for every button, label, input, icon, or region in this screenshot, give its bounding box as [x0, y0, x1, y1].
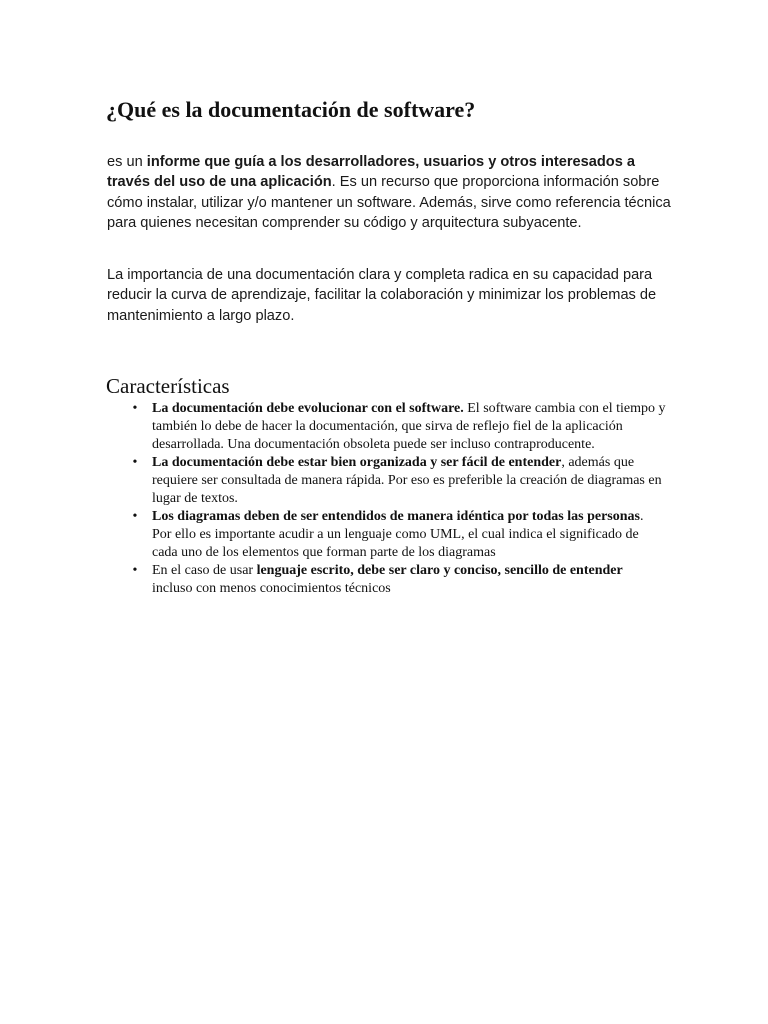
- list-item: [106, 454, 666, 508]
- importance-paragraph: La importancia de una documentación clara y completa radica en su capacidad para reducir la curva de aprendizaje, facilitar la colaboración y minimizar los problemas de mantenimiento a largo plazo.: [107, 267, 657, 324]
- section-heading: Características: [106, 374, 230, 398]
- list-item: [106, 508, 666, 562]
- bullet-icon: •: [132, 509, 138, 524]
- bullet-icon: •: [132, 455, 138, 470]
- bullet-rest: , además que requiere ser consultada de manera rápida. Por eso es preferible la creación de diagramas en lugar de textos.: [152, 455, 662, 506]
- bullet-bold-text: La documentación debe estar bien organizada y ser fácil de entender: [152, 455, 562, 470]
- list-item: [106, 400, 666, 454]
- bullet-rest: El software cambia con el tiempo y también lo debe de hacer la documentación, que sirva de reflejo fiel de la aplicación desarrollada. Una documentación obsoleta puede ser incluso contraproducente.: [152, 401, 666, 452]
- intro-bold-text: informe que guía a los desarrolladores, usuarios y otros interesados a través del uso de una aplicación: [107, 154, 635, 191]
- bullet-rest: . Por ello es importante acudir a un lenguaje como UML, el cual indica el significado de cada uno de los elementos que forman parte de los diagramas: [152, 509, 644, 560]
- bullet-bold-text: Los diagramas deben de ser entendidos de manera idéntica por todas las personas: [152, 509, 640, 524]
- characteristics-list: [106, 400, 666, 598]
- list-item: [106, 562, 666, 598]
- page-title: ¿Qué es la documentación de software?: [106, 97, 476, 122]
- bullet-rest: incluso con menos conocimientos técnicos: [152, 581, 391, 596]
- intro-paragraph: [107, 152, 677, 234]
- bullet-bold-text: lenguaje escrito, debe ser claro y conciso, sencillo de entender: [256, 563, 623, 578]
- intro-rest: . Es un recurso que proporciona información sobre cómo instalar, utilizar y/o mantener un software. Además, sirve como referencia técnica para quienes necesitan comprender su código y arquitectura subyacente.: [107, 174, 671, 232]
- bullet-bold-text: La documentación debe evolucionar con el software.: [152, 401, 464, 416]
- intro-prefix: es un: [107, 154, 147, 170]
- bullet-icon: •: [132, 563, 138, 578]
- bullet-lead: En el caso de usar: [152, 563, 257, 578]
- bullet-icon: •: [132, 401, 138, 416]
